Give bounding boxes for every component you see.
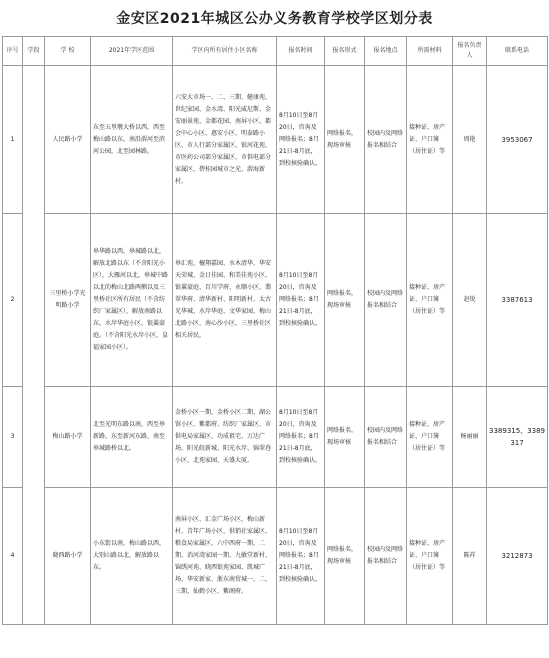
cell-school: 三里桥小学光明路小学 [45, 214, 91, 387]
header-communities: 学区内所有居住小区名称 [173, 37, 277, 66]
cell-place: 校园内及网络报名相结合 [365, 214, 407, 387]
cell-phone: 3953067 [487, 66, 548, 214]
cell-phone: 3387613 [487, 214, 548, 387]
cell-school: 晓西路小学 [45, 488, 91, 625]
cell-range: 东至五里墩大桥以西，西至梅山路以东，南沿淠河至滨河公园，北至园林路。 [91, 66, 173, 214]
header-range: 2021年学区范围 [91, 37, 173, 66]
page-title: 金安区2021年城区公办义务教育学校学区划分表 [116, 11, 433, 27]
cell-form: 网络报名，现场审核 [325, 387, 365, 488]
header-materials: 所需材料 [407, 37, 453, 66]
cell-place: 校园内及网络报名相结合 [365, 387, 407, 488]
cell-communities: 六安大市场一、二、三期、健康苑、世纪家园、金水湾、阳光威尼斯、金安丽景苑、金都花园、南屏小区、都会中心小区、惠安小区、明泰路小区、市人行部分家属区、银河花苑、市医药公司部分家属区、市供电部分家属区、碧桂园城市之光、淠海新村。 [173, 66, 277, 214]
cell-contact: 赵锐 [453, 214, 487, 387]
header-phone: 联系电话 [487, 37, 548, 66]
cell-school: 人民路小学 [45, 66, 91, 214]
cell-time: 8月10日至8月20日，咨询及网络报名；8月21日-8月底，到校核验确认。 [277, 214, 325, 387]
table-row [3, 387, 548, 488]
cell-form: 网络报名，现场审核 [325, 214, 365, 387]
header-form: 报名形式 [325, 37, 365, 66]
header-time: 报名时间 [277, 37, 325, 66]
table-row [3, 66, 548, 214]
cell-communities: 金桥小区一期、金桥小区二期、湖公馆小区、紫都府、纺织厂家属区、市供电局家属区、功成祖宅、万达广场、阳光皖新城、阳光水岸、锦翠巷小区、北苑家园、天盛大厦。 [173, 387, 277, 488]
cell-no: 1 [3, 66, 23, 214]
cell-contact: 周艳 [453, 66, 487, 214]
cell-no: 2 [3, 214, 23, 387]
cell-materials: 接种证、房产证、户口簿（居住证）等 [407, 387, 453, 488]
cell-materials: 接种证、房产证、户口簿（居住证）等 [407, 488, 453, 625]
cell-place: 校园内及网络报名相结合 [365, 488, 407, 625]
cell-time: 8月10日至8月20日，咨询及网络报名；8月21日-8月底，到校核验确认。 [277, 66, 325, 214]
cell-contact: 杨丽丽 [453, 387, 487, 488]
cell-no: 4 [3, 488, 23, 625]
cell-communities: 南屏小区、汇金广场小区、梅山新村、青年广场小区、供销社家属区、粮食局家属区、六中西府一期、二期、消河湾家园一期、九敏堂新村、锦绣河苑、晓西银苑家园、凯城广场、华安新家、浙东南贸城一、二、三期、仙鹤小区、紫阁府。 [173, 488, 277, 625]
cell-place: 校园内及网络报名相结合 [365, 66, 407, 214]
table-row [3, 214, 548, 387]
header-no: 序号 [3, 37, 23, 66]
cell-stage [23, 66, 45, 625]
table-row [3, 488, 548, 625]
cell-contact: 陈祥 [453, 488, 487, 625]
header-contact: 报名负责人 [453, 37, 487, 66]
cell-phone: 3212873 [487, 488, 548, 625]
cell-range: 小东街以南，梅山路以西，大别山路以北，解放路以东。 [91, 488, 173, 625]
cell-communities: 皋汇苑、檀翔嘉园、水木清华、华安天荣城、金日佳园、和美佳苑小区、银翼豪庭、百川学府、永顺小区、翡翠华府、清华新村、阳明新村、太古光华城、水岸华庭、文华家园、梅山北路小区、南心沙小区、三里桥社区相关居民。 [173, 214, 277, 387]
header-stage: 学段 [23, 37, 45, 66]
cell-materials: 接种证、房产证、户口簿（居住证）等 [407, 214, 453, 387]
cell-range: 皋华路以西，皋城路以北，解放北路以东（不含阳光小区），大雁河以北，皋城中路以北的梅山北路两侧以及三里桥社区所有居民（不含纺织厂家属区），解放南路以东，水岸华庭小区，银翼豪庭。（不含阳光水岸小区，皇福家园小区）。 [91, 214, 173, 387]
cell-form: 网络报名，现场审核 [325, 66, 365, 214]
cell-form: 网络报名，现场审核 [325, 488, 365, 625]
header-school: 学 校 [45, 37, 91, 66]
cell-range: 北至光明东路以南，西至皋新路，东至新河东路，南至皋城路桥以北。 [91, 387, 173, 488]
cell-no: 3 [3, 387, 23, 488]
header-row [3, 37, 548, 66]
cell-phone: 3389315、3389317 [487, 387, 548, 488]
cell-school: 梅山路小学 [45, 387, 91, 488]
header-place: 报名地点 [365, 37, 407, 66]
cell-materials: 接种证、房产证、户口簿（居住证）等 [407, 66, 453, 214]
cell-time: 8月10日至8月20日，咨询及网络报名；8月21日-8月底，到校核验确认。 [277, 488, 325, 625]
cell-time: 8月10日至8月20日，咨询及网络报名；8月21日-8月底，到校核验确认。 [277, 387, 325, 488]
school-district-table [2, 36, 548, 625]
